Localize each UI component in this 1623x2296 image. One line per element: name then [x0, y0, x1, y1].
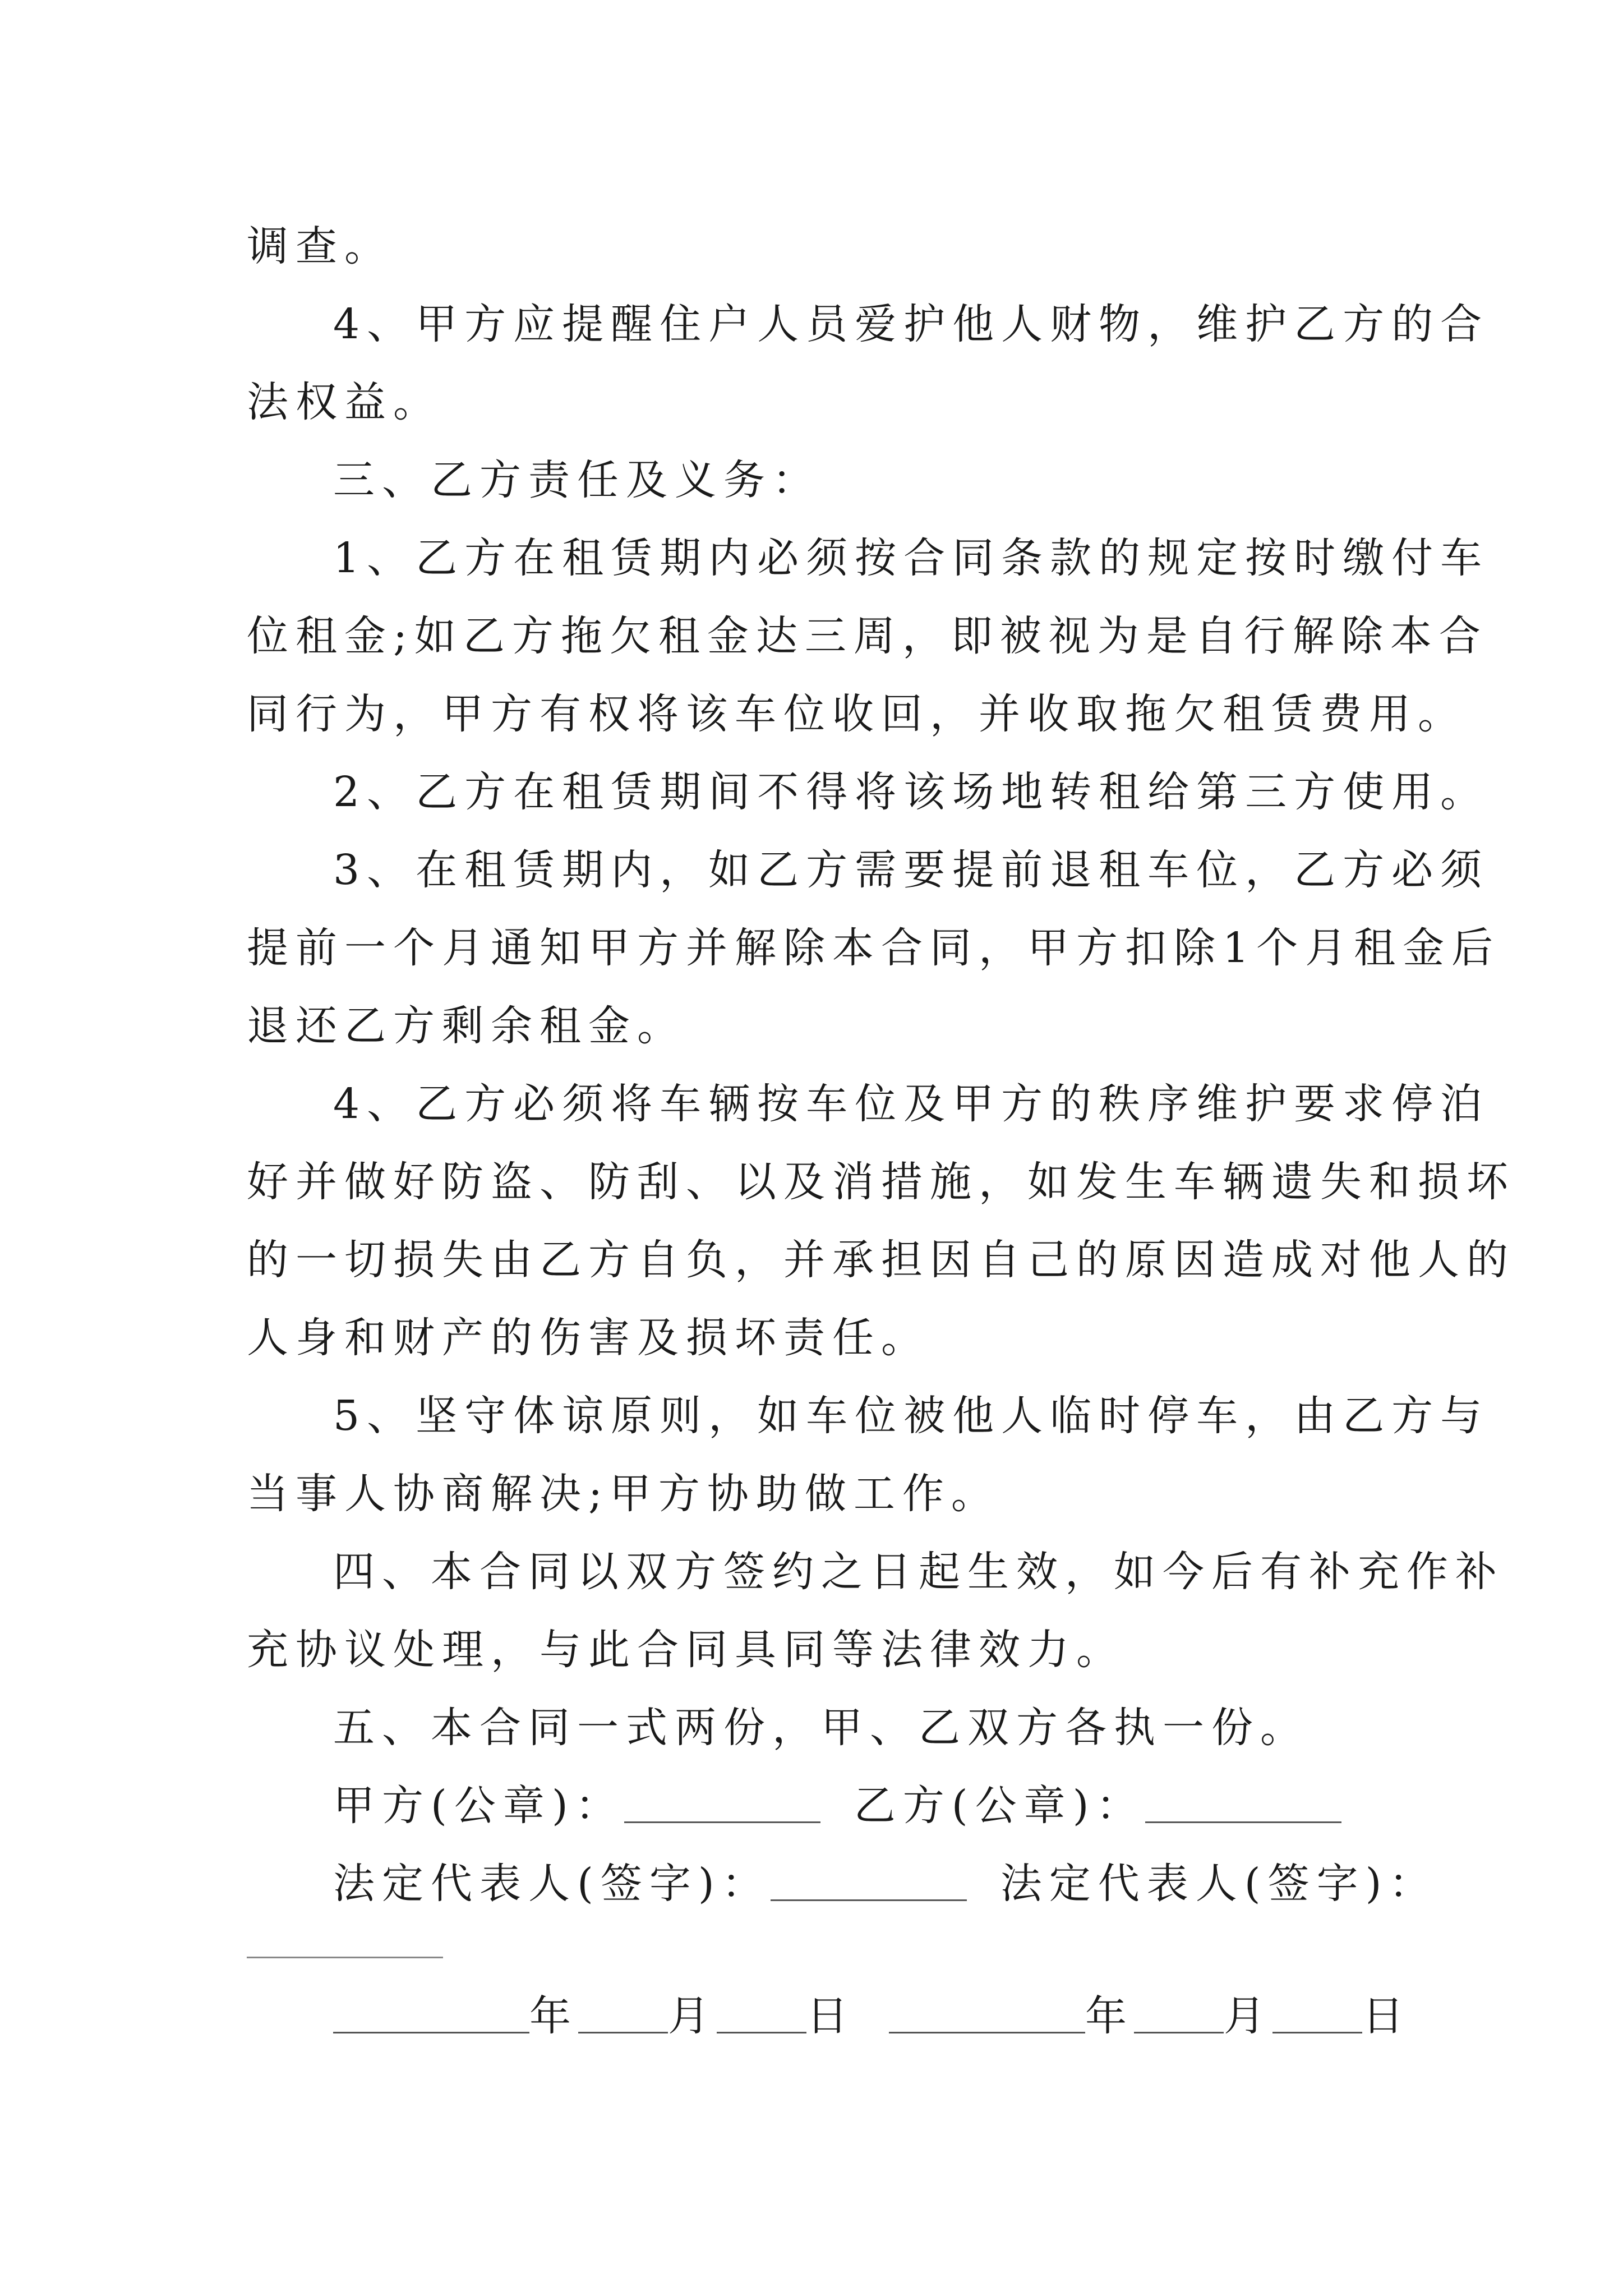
text-line: 5、坚守体谅原则，如车位被他人临时停车，由乙方与 [333, 1392, 1490, 1440]
text-line: 同行为，甲方有权将该车位收回，并收取拖欠租赁费用。 [247, 690, 1467, 738]
date-row [333, 1977, 1411, 2055]
text-line: 1、乙方在租赁期内必须按合同条款的规定按时缴付车 [333, 534, 1490, 582]
party-a-seal-blank [624, 1788, 820, 1823]
month-blank-b [1134, 1998, 1224, 2033]
year-blank-a [333, 1998, 529, 2033]
rep-a-label: 法定代表人(签字)： [333, 1860, 771, 1908]
text-line: 调查。 [247, 222, 393, 270]
text-line: 4、甲方应提醒住户人员爱护他人财物，维护乙方的合 [333, 300, 1490, 348]
day-blank-b [1272, 1998, 1362, 2033]
text-line: 当事人协商解决;甲方协助做工作。 [247, 1470, 1000, 1518]
representative-row [247, 1845, 1438, 1923]
seal-row [247, 1767, 1385, 1845]
text-line: 2、乙方在租赁期间不得将该场地转租给第三方使用。 [333, 768, 1490, 816]
text-line: 退还乙方剩余租金。 [247, 1002, 686, 1050]
text-line: 充协议处理，与此合同具同等法律效力。 [247, 1626, 1125, 1674]
text-line: 人身和财产的伤害及损坏责任。 [247, 1314, 930, 1362]
section-heading: 四、本合同以双方签约之日起生效，如今后有补充作补 [333, 1548, 1504, 1596]
text-line: 的一切损失由乙方自负，并承担因自己的原因造成对他人的 [247, 1236, 1515, 1284]
month-blank-a [578, 1998, 668, 2033]
month-label-a: 月 [668, 1992, 717, 2040]
rep-b-label: 法定代表人(签字)： [1000, 1860, 1438, 1908]
rep-b-blank [247, 1957, 443, 1958]
text-line: 法权益。 [247, 378, 442, 426]
party-a-seal-label: 甲方(公章)： [333, 1782, 624, 1830]
month-label-b: 月 [1224, 1992, 1272, 2040]
day-label-b: 日 [1362, 1992, 1411, 2040]
year-blank-b [889, 1998, 1085, 2033]
text-line: 4、乙方必须将车辆按车位及甲方的秩序维护要求停泊 [333, 1080, 1490, 1128]
day-label-a: 日 [806, 1992, 855, 2040]
year-label-b: 年 [1085, 1992, 1134, 2040]
party-b-seal-label: 乙方(公章)： [854, 1782, 1145, 1830]
year-label-a: 年 [529, 1992, 578, 2040]
text-line: 位租金;如乙方拖欠租金达三周，即被视为是自行解除本合 [247, 612, 1488, 660]
section-heading: 三、乙方责任及义务： [333, 456, 821, 504]
text-line: 3、在租赁期内，如乙方需要提前退租车位，乙方必须 [333, 846, 1490, 894]
text-line: 好并做好防盗、防刮、以及消措施，如发生车辆遗失和损坏 [247, 1158, 1515, 1206]
party-b-seal-blank [1145, 1788, 1341, 1823]
day-blank-a [717, 1998, 806, 2033]
rep-a-blank [771, 1866, 967, 1901]
text-line: 提前一个月通知甲方并解除本合同，甲方扣除1个月租金后 [247, 924, 1501, 972]
document-body [247, 208, 1515, 1923]
section-heading: 五、本合同一式两份，甲、乙双方各执一份。 [333, 1704, 1309, 1752]
